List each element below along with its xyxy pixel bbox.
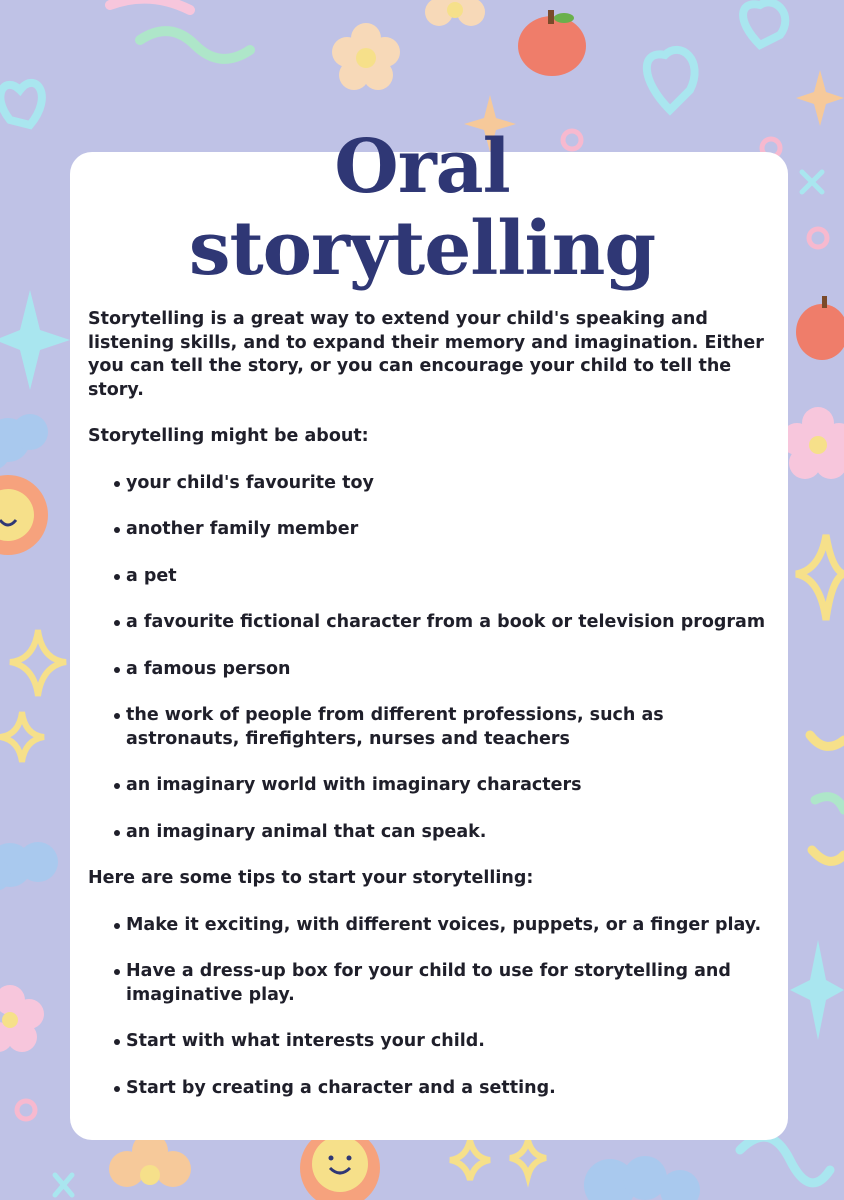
flower-icon <box>109 1133 191 1187</box>
flower-icon <box>332 23 400 90</box>
title-line-1: Oral <box>334 124 510 210</box>
topics-lead: Storytelling might be about: <box>88 426 369 446</box>
squiggle-decoration <box>140 31 250 59</box>
flower-icon <box>781 407 844 479</box>
cloud-icon <box>0 414 48 470</box>
list-item: Make it exciting, with different voices, puppets, or a finger play. <box>88 914 768 938</box>
sparkle-icon <box>790 940 844 1040</box>
list-item: Start by creating a character and a setting. <box>88 1077 768 1101</box>
squiggle-decoration <box>740 1137 830 1183</box>
sparkle-icon <box>10 630 66 696</box>
squiggle-decoration <box>110 0 190 10</box>
sun-icon <box>0 475 48 555</box>
squiggle-decoration <box>812 850 844 861</box>
squiggle-decoration <box>815 797 844 810</box>
list-item: another family member <box>88 518 768 542</box>
flower-icon <box>425 0 485 26</box>
apple-icon <box>796 296 844 360</box>
list-item: Start with what interests your child. <box>88 1030 768 1054</box>
tips-lead: Here are some tips to start your storytelling: <box>88 868 534 888</box>
sparkle-icon <box>796 535 844 620</box>
cloud-icon <box>584 1156 700 1200</box>
sparkle-icon <box>0 712 44 762</box>
intro-paragraph: Storytelling is a great way to extend your child's speaking and listening skills, and to expand their memory and imagination. Either you can tell the story, or you can encourage your child to tell the story. <box>88 309 764 400</box>
list-item: a famous person <box>88 658 768 682</box>
list-item: your child's favourite toy <box>88 472 768 496</box>
apple-icon <box>518 10 586 76</box>
cloud-icon <box>0 842 58 891</box>
list-item: a pet <box>88 565 768 589</box>
list-item: a favourite fictional character from a book or television program <box>88 611 768 635</box>
squiggle-decoration <box>810 735 844 746</box>
flower-icon <box>0 985 44 1052</box>
ring-decoration <box>17 1101 35 1119</box>
main-content <box>88 308 768 1123</box>
sparkle-icon <box>796 70 844 126</box>
list-item: an imaginary world with imaginary characters <box>88 774 768 798</box>
heart-icon <box>647 50 695 110</box>
title-line-2: storytelling <box>188 206 656 292</box>
sparkle-icon <box>510 1140 546 1176</box>
heart-icon <box>0 83 41 125</box>
list-item: Have a dress-up box for your child to use for storytelling and imaginative play. <box>88 960 768 1007</box>
heart-icon <box>743 2 785 45</box>
sparkle-icon <box>450 1140 490 1180</box>
sparkle-icon <box>0 290 70 390</box>
topics-list <box>88 472 768 845</box>
tips-list <box>88 914 768 1101</box>
list-item: an imaginary animal that can speak. <box>88 821 768 845</box>
list-item: the work of people from different professions, such as astronauts, firefighters, nurses and teachers <box>88 704 768 751</box>
sparkle-icon <box>55 1175 72 1195</box>
page-title <box>0 126 844 290</box>
